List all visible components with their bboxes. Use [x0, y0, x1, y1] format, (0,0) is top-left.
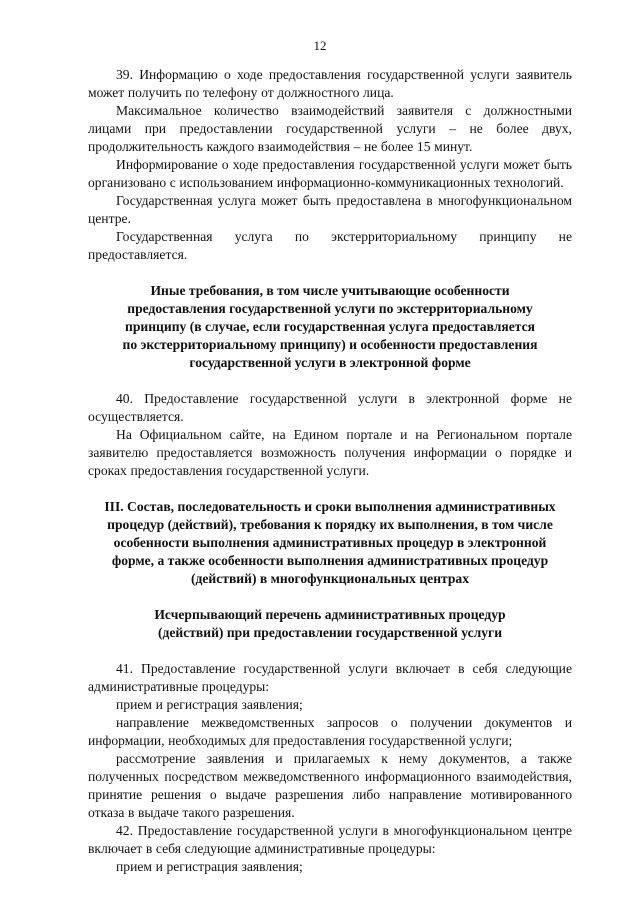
paragraph-41: 41. Предоставление государственной услуги включает в себя следующие административные процедуры: [88, 661, 572, 694]
heading-line: по экстерриториальному принципу) и особенности предоставления [122, 337, 538, 352]
heading-line: особенности выполнения административных процедур в электронной [113, 535, 547, 550]
paragraph-portals: На Официальном сайте, на Едином портале и на Региональном портале заявителю предоставляется возможность получения информации о порядке и сроках предоставления государственной услуги. [88, 427, 572, 478]
paragraph-39: 39. Информацию о ходе предоставления государственной услуги заявитель может получить по телефону от должностного лица. [88, 67, 572, 100]
page-number: 12 [313, 38, 327, 53]
heading-line: (действий) в многофункциональных центрах [190, 571, 470, 586]
paragraph-informing: Информирование о ходе предоставления государственной услуги может быть организовано с использованием информационно-коммуникационных технологий. [88, 157, 572, 190]
paragraph-40: 40. Предоставление государственной услуги в электронной форме не осуществляется. [88, 391, 572, 424]
heading-line: форме, а также особенности выполнения административных процедур [111, 553, 549, 568]
section-heading-other-requirements [88, 282, 572, 372]
paragraph-max-interactions: Максимальное количество взаимодействий заявителя с должностными лицами при предоставлении государственной услуги – не более двух, продолжительность каждого взаимодействия – не более 15 минут. [88, 103, 572, 154]
list-item-review-decision: рассмотрение заявления и прилагаемых к нему документов, а также полученных посредством межведомственного информационного взаимодействия, принятие решения о выдаче разрешения либо направление мотивированного отказа в выдаче такого разрешения. [88, 751, 572, 820]
heading-line: государственной услуги в электронной форме [189, 355, 471, 370]
paragraph-extraterritorial: Государственная услуга по экстерриториальному принципу не предоставляется. [88, 229, 572, 262]
list-item-interagency-requests: направление межведомственных запросов о получении документов и информации, необходимых для предоставления государственной услуги; [88, 715, 572, 748]
heading-line: принципу (в случае, если государственная услуга предоставляется [124, 319, 536, 334]
heading-line: предоставления государственной услуги по экстерриториальному [127, 301, 533, 316]
paragraph-mfc: Государственная услуга может быть предоставлена в многофункциональном центре. [88, 193, 572, 226]
heading-line: III. Состав, последовательность и сроки выполнения административных [104, 499, 556, 514]
section-heading-iii [88, 498, 572, 588]
heading-line: Исчерпывающий перечень административных процедур [154, 607, 506, 622]
page-content [88, 66, 572, 876]
section-heading-procedures-list [88, 606, 572, 642]
list-item-reception: прием и регистрация заявления; [116, 697, 303, 712]
paragraph-42: 42. Предоставление государственной услуги в многофункциональном центре включает в себя следующие административные процедуры: [88, 823, 572, 856]
heading-line: (действий) при предоставлении государственной услуги [157, 625, 503, 640]
heading-line: Иные требования, в том числе учитывающие особенности [150, 283, 510, 298]
list-item-reception-mfc: прием и регистрация заявления; [116, 859, 303, 874]
heading-line: процедур (действий), требования к порядку их выполнения, в том числе [107, 517, 553, 532]
